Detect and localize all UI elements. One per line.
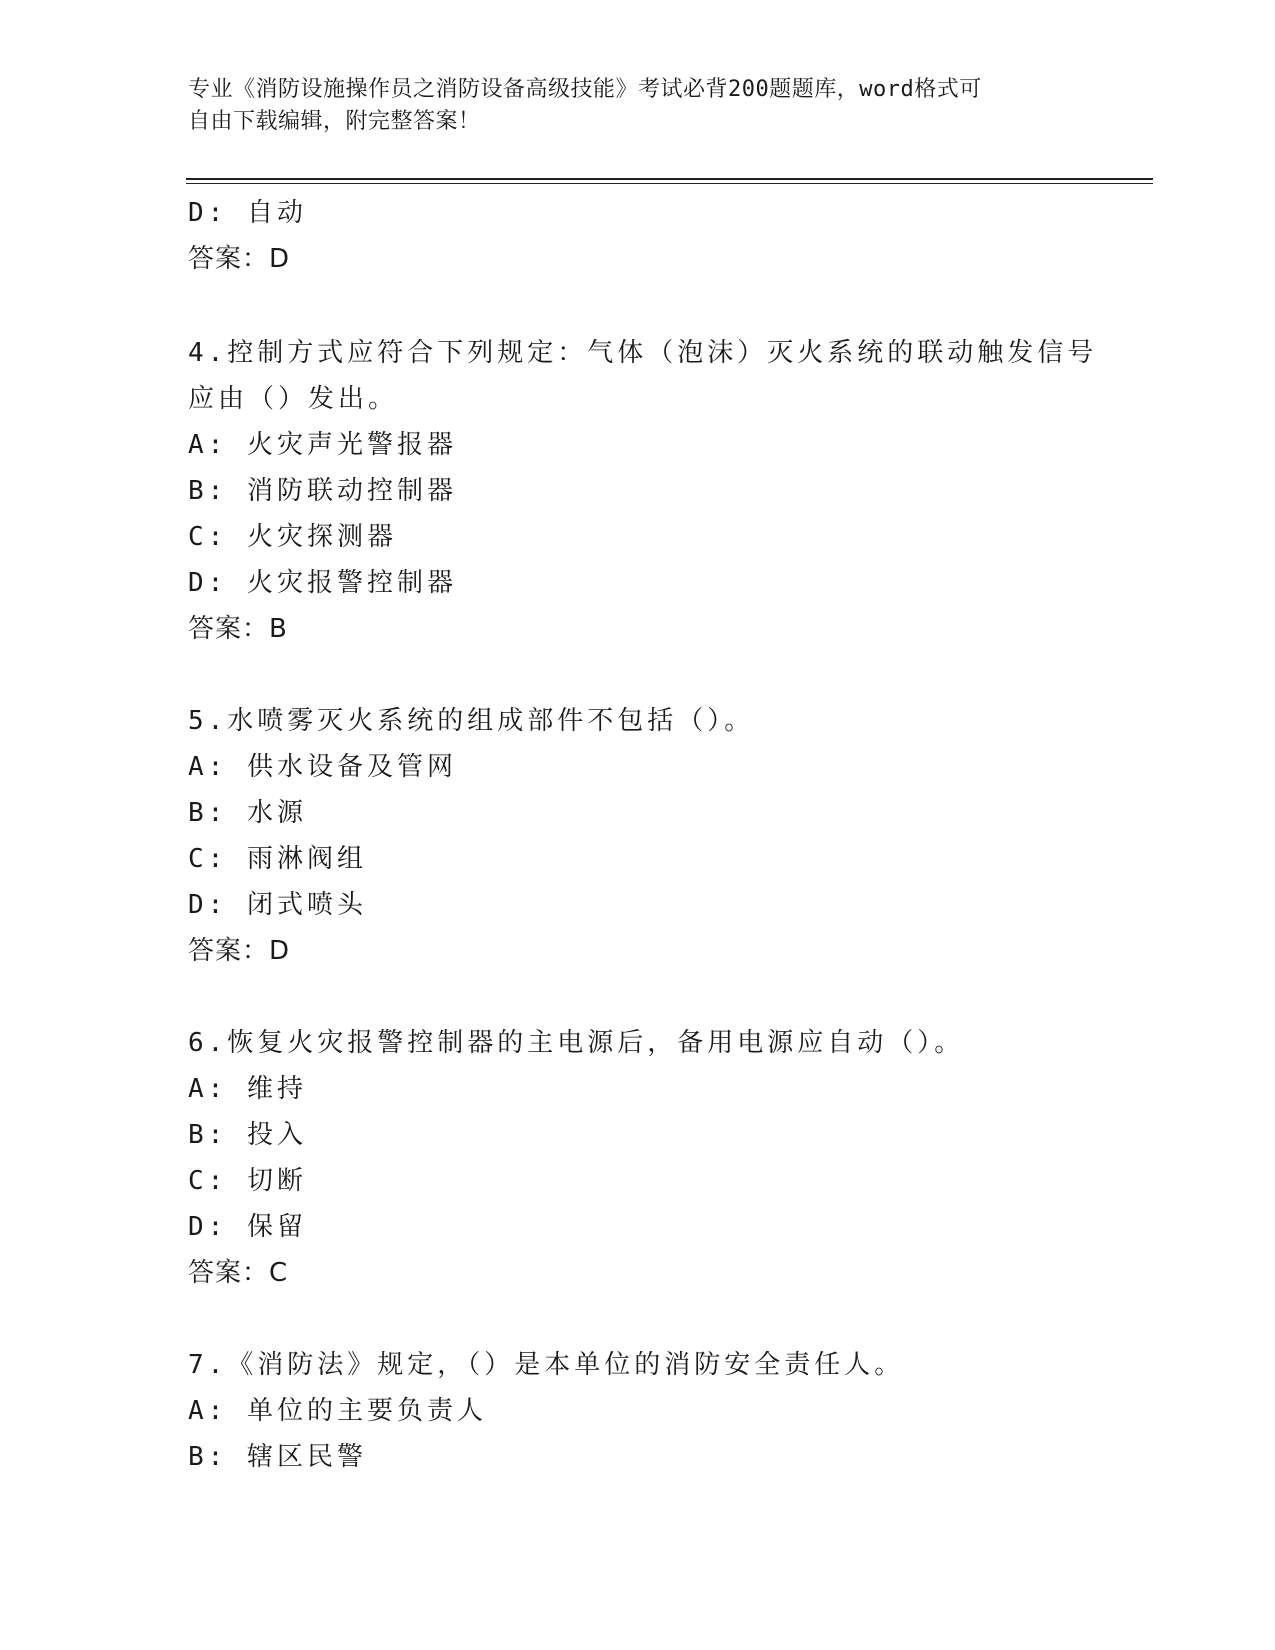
option-c: C: 雨淋阀组 [188,844,367,874]
answer: 答案：C [188,1258,289,1288]
question-stem: 6.恢复火灾报警控制器的主电源后，备用电源应自动（）。 [188,1028,965,1058]
option-c: C: 火灾探测器 [188,522,397,552]
option-a: A: 单位的主要负责人 [188,1396,487,1426]
answer: 答案：D [188,244,291,274]
option-d: D: 闭式喷头 [188,890,367,920]
header-divider [186,178,1153,180]
option-b: B: 辖区民警 [188,1442,367,1472]
header-line-1: 专业《消防设施操作员之消防设备高级技能》考试必背200题题库，word格式可 [188,77,982,102]
question-stem: 4.控制方式应符合下列规定：气体（泡沫）灭火系统的联动触发信号 [188,338,1098,368]
question-3-tail [188,190,1088,282]
option-b: B: 消防联动控制器 [188,476,457,506]
question-5 [188,698,1088,974]
option-a: A: 供水设备及管网 [188,752,457,782]
question-4 [188,330,1098,652]
question-stem-cont: 应由（）发出。 [188,384,399,414]
document-header [188,74,1088,138]
option-a: A: 维持 [188,1074,307,1104]
question-7 [188,1342,1088,1480]
question-stem: 7.《消防法》规定，（）是本单位的消防安全责任人。 [188,1350,905,1380]
question-stem: 5.水喷雾灭火系统的组成部件不包括（）。 [188,706,755,736]
header-line-2: 自由下载编辑，附完整答案！ [188,109,481,134]
option-b: B: 水源 [188,798,307,828]
option-d: D: 自动 [188,198,307,228]
option-d: D: 火灾报警控制器 [188,568,457,598]
question-6 [188,1020,1088,1296]
question-list [188,190,1098,1480]
option-a: A: 火灾声光警报器 [188,430,457,460]
answer: 答案：B [188,614,288,644]
option-c: C: 切断 [188,1166,307,1196]
option-b: B: 投入 [188,1120,307,1150]
option-d: D: 保留 [188,1212,307,1242]
header-divider-thin [186,183,1153,184]
answer: 答案：D [188,936,291,966]
